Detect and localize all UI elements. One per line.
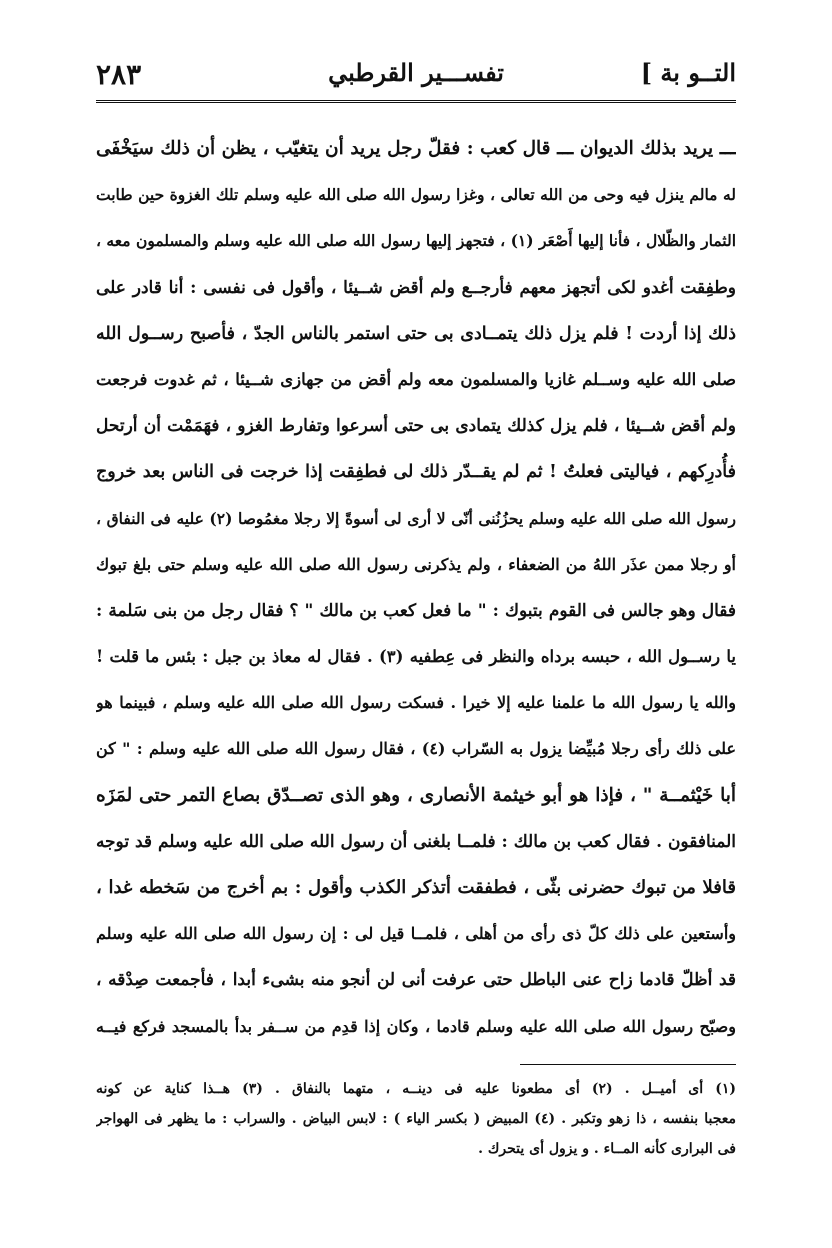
text-line: والله يا رسول الله ما علمنا عليه إلا خيرا . فسكت رسول الله صلى الله عليه وسلم ، فبينما هو bbox=[96, 693, 736, 713]
text-line: أو رجلا ممن عذَر اللهُ من الضعفاء ، ولم يذكرنى رسول الله صلى الله عليه وسلم حتى بلغ تبوك bbox=[96, 554, 736, 574]
text-line: فقال وهو جالس فى القوم بتبوك : " ما فعل كعب بن مالك " ؟ فقال رجل من بنى سَلمة : bbox=[96, 600, 736, 621]
text-line: أبا خَيْثمــة " ، فإذا هو أبو خيثمة الأنصارى ، وهو الذى تصــدّق بصاع التمر حتى لمَزَه bbox=[96, 784, 736, 806]
text-line: صلى الله عليه وســلم غازيا والمسلمون معه ولم أقض من جهازى شــيئا ، ثم غدوت فرجعت bbox=[96, 369, 736, 389]
page-header bbox=[96, 48, 736, 100]
text-line: قد أظلّ قادما زاح عنى الباطل حتى عرفت أنى لن أنجو منه بشىء أبدا ، فأجمعت صِدْقه ، bbox=[96, 970, 736, 991]
text-line: وأستعين على ذلك كلّ ذى رأى من أهلى ، فلمــا قيل لى : إن رسول الله صلى الله عليه وسلم bbox=[96, 924, 736, 944]
text-line: ـــ يريد بذلك الديوان ـــ قال كعب : فقلّ رجل يريد أن يتغيّب ، يظن أن ذلك سيَخْفَى bbox=[96, 138, 736, 159]
header-divider bbox=[96, 100, 736, 103]
text-line: يا رســول الله ، حبسه برداه والنظر فى عِطفيه (٣) . فقال له معاذ بن جبل : بئس ما قلت ! bbox=[96, 647, 736, 667]
text-line: له مالم ينزل فيه وحى من الله تعالى ، وغزا رسول الله صلى الله عليه وسلم تلك الغزوة حين طابت bbox=[96, 185, 736, 205]
footnote-divider bbox=[520, 1064, 736, 1065]
text-line: وطفِقت أغدو لكى أتجهز معهم فأرجــع ولم أقض شــيئا ، وأقول فى نفسى : أنا قادر على bbox=[96, 277, 736, 298]
footnote-line: (١) أى أميــل . (٢) أى مطعونا عليه فى دينــه ، متهما بالنفاق . (٣) هــذا كناية عن كونه bbox=[96, 1081, 736, 1097]
text-line: ولم أقض شــيئا ، فلم يزل كذلك يتمادى بى حتى أسرعوا وتفارط الغزو ، فهَمَمْت أن أرتحل bbox=[96, 416, 736, 437]
text-line: المنافقون . فقال كعب بن مالك : فلمــا بلغنى أن رسول الله صلى الله عليه وسلم قد توجه bbox=[96, 831, 736, 852]
text-line: فأُدرِكهم ، فياليتى فعلتُ ! ثم لم يقــدّر ذلك لى فطفِقت إذا خرجت فى الناس بعد خروج bbox=[96, 462, 736, 483]
main-text bbox=[96, 126, 736, 1050]
text-line: على ذلك رأى رجلا مُبيِّضا يزول به السّراب (٤) ، فقال رسول الله صلى الله عليه وسلم : " كن bbox=[96, 739, 736, 759]
text-line: وصبّح رسول الله صلى الله عليه وسلم قادما ، وكان إذا قدِم من ســفر بدأ بالمسجد فركع فيــه bbox=[96, 1016, 736, 1036]
text-line: قافلا من تبوك حضرنى بثّى ، فطفقت أتذكر الكذب وأقول : بم أخرج من سَخطه غدا ، bbox=[96, 877, 736, 898]
footnotes bbox=[96, 1074, 736, 1164]
footnote-line: فى البرارى كأنه المــاء . و يزول أى يتحرك . bbox=[478, 1141, 736, 1157]
page-number: ٢٨٣ bbox=[96, 58, 142, 91]
footnote-line: معجبا بنفسه ، ذا زهو وتكبر . (٤) المبيض ( بكسر الياء ) : لابس البياض . والسراب : ما يظهر فى الهواجر bbox=[96, 1111, 736, 1127]
book-title: تفســـير القرطبي bbox=[328, 58, 504, 87]
text-line: ذلك إذا أردت ! فلم يزل ذلك يتمــادى بى حتى استمر بالناس الجدّ ، فأصبح رســول الله bbox=[96, 323, 736, 344]
text-line: رسول الله صلى الله عليه وسلم يحزُنُنى أنّى لا أرى لى أسوةً إلا رجلا مغمُوصا (٢) عليه فى النفاق ، bbox=[96, 508, 736, 528]
surah-title: التــو بة ] bbox=[640, 58, 736, 87]
text-line: الثمار والظّلال ، فأنا إليها أَصْعَر (١) ، فتجهز إليها رسول الله صلى الله عليه وسلم والمسلمون معه ، bbox=[96, 231, 736, 251]
